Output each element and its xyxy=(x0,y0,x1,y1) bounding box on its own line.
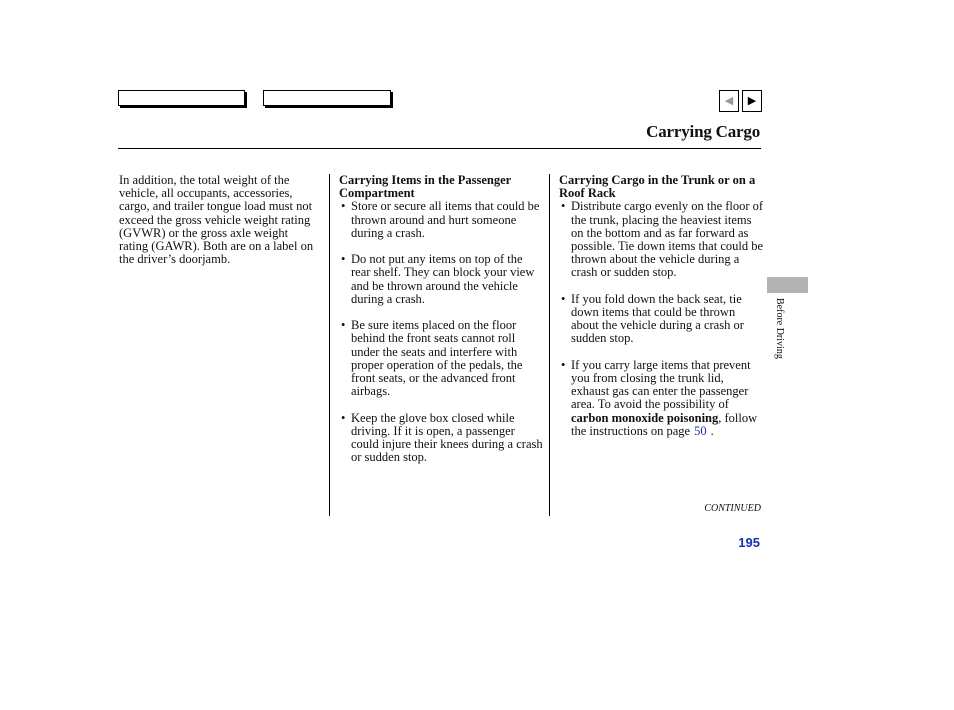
list-item: • Be sure items placed on the floor behind the front seats cannot roll under the seats and interfere with proper operation of the pedals, the front seats, or the advanced front airbags. xyxy=(339,319,544,398)
previous-page-button[interactable] xyxy=(719,90,739,112)
continued-label: CONTINUED xyxy=(704,503,761,514)
title-divider xyxy=(118,148,761,149)
next-page-button[interactable] xyxy=(742,90,762,112)
index-button[interactable] xyxy=(263,90,391,106)
section-label: Before Driving xyxy=(774,298,785,359)
passenger-compartment-column xyxy=(339,174,544,478)
item-text: If you carry large items that prevent you from closing the trunk lid, exhaust gas can enter the passenger area. To avoid the possibility of xyxy=(571,357,751,412)
warning-term: carbon monoxide poisoning xyxy=(571,410,719,425)
list-item: • Store or secure all items that could be thrown around and hurt someone during a crash. xyxy=(339,200,544,240)
intro-column xyxy=(119,174,319,266)
page-link[interactable]: 50 xyxy=(694,423,707,438)
section-heading: Carrying Items in the Passenger Compartment xyxy=(339,173,511,201)
bullet-list xyxy=(339,200,544,464)
bullet-list xyxy=(559,200,764,438)
page-title: Carrying Cargo xyxy=(646,122,760,141)
section-tab xyxy=(767,277,808,293)
page-number: 195 xyxy=(738,535,760,550)
trunk-roof-rack-column xyxy=(559,174,764,451)
triangle-right-icon: ▶ xyxy=(747,94,757,107)
column-divider xyxy=(329,174,330,516)
intro-paragraph: In addition, the total weight of the vehicle, all occupants, accessories, cargo, and trailer tongue load must not exceed the gross vehicle weight rating (GVWR) or the gross axle weight rating (GAWR). Both are on a label on the driver’s doorjamb. xyxy=(119,173,314,267)
list-item: • Keep the glove box closed while driving. If it is open, a passenger could injure their knees during a crash or sudden stop. xyxy=(339,412,544,465)
list-item: • Do not put any items on top of the rear shelf. They can block your view and be thrown around the vehicle during a crash. xyxy=(339,253,544,306)
list-item: • If you fold down the back seat, tie down items that could be thrown about the vehicle during a crash or sudden stop. xyxy=(559,293,764,346)
triangle-left-icon: ◀ xyxy=(724,94,734,107)
section-heading: Carrying Cargo in the Trunk or on a Roof Rack xyxy=(559,173,756,201)
list-item xyxy=(559,359,764,438)
column-divider xyxy=(549,174,550,516)
main-menu-button[interactable] xyxy=(118,90,245,106)
item-text: , follow the instructions on page xyxy=(571,410,758,438)
list-item: • Distribute cargo evenly on the floor of the trunk, placing the heaviest items on the bottom and as far forward as possible. Tie down items that could be thrown about the vehicle during a crash or sudden stop. xyxy=(559,200,764,279)
item-text: . xyxy=(710,423,714,438)
